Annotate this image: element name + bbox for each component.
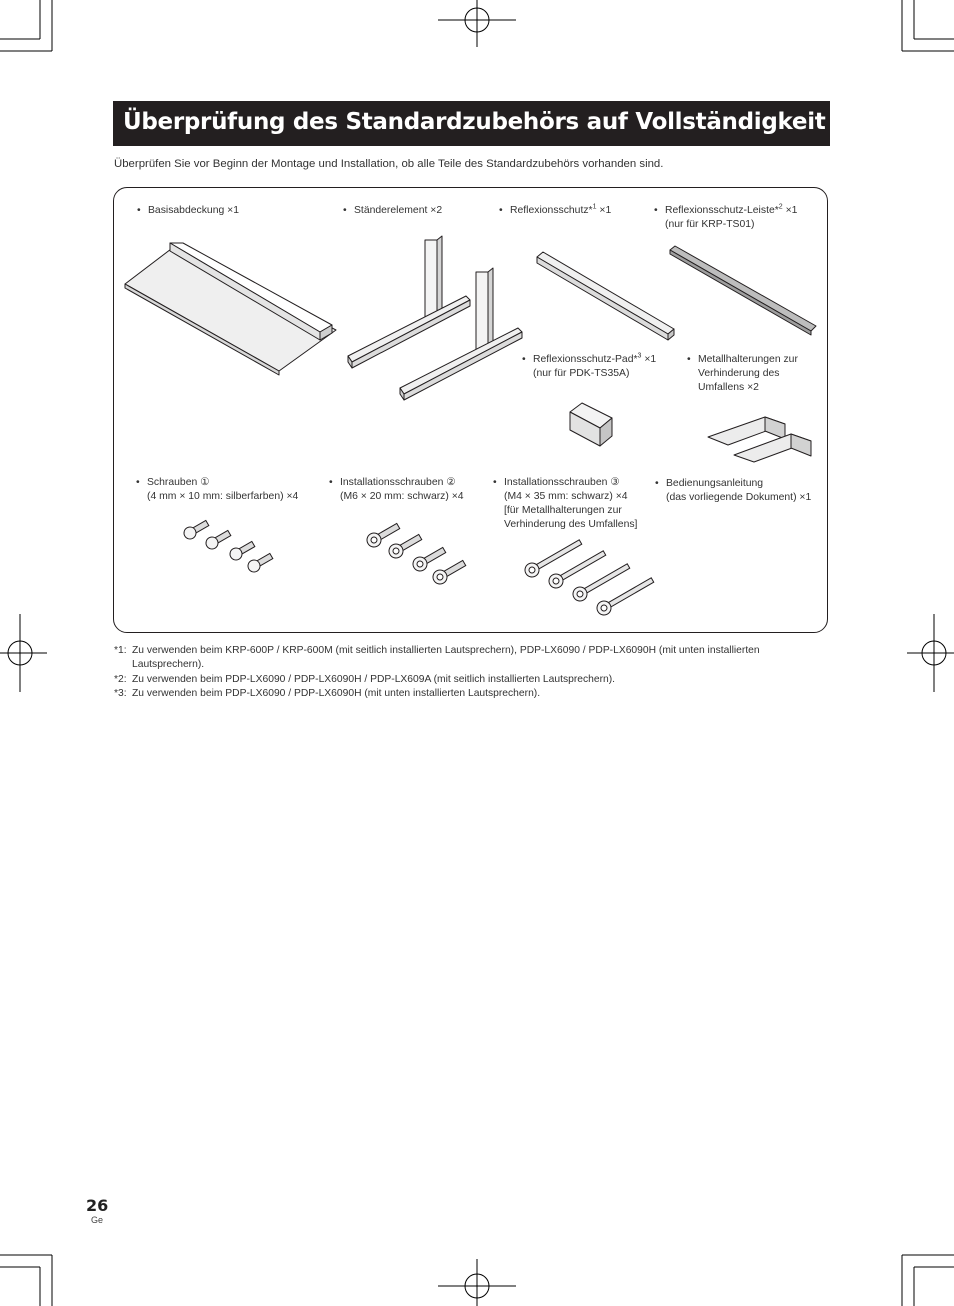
footnote: *3: Zu verwenden beim PDP-LX6090 / PDP-LX6090H (mit unten installierten Lautsprechern).: [114, 687, 541, 699]
item-stand-element: • Ständerelement ×2: [343, 205, 443, 216]
item-screws-1: • Schrauben ① (4 mm × 10 mm: silberfarben) ×4: [136, 477, 299, 502]
reflection-guard-strip-illustration: [670, 246, 816, 335]
base-cover-illustration: [125, 243, 336, 375]
item-reflection-guard-pad: • Reflexionsschutz-Pad*$^3$ ×1 (nur für PDK-TS35A): [522, 352, 657, 379]
metal-bracket-illustration: [708, 417, 811, 462]
reflection-guard-pad-illustration: [570, 403, 612, 446]
footnote: *1: Zu verwenden beim KRP-600P / KRP-600M (mit seitlich installierten Lautsprechern), PDP-LX6090 / PDP-LX6090H (mit unten installierten Lautsprechern).: [114, 645, 760, 671]
item-base-cover: • Basisabdeckung ×1: [137, 205, 239, 216]
screws-1-illustration: [182, 518, 275, 574]
page-number: 26: [86, 1196, 109, 1215]
item-screws-2: • Installationsschrauben ② (M6 × 20 mm: schwarz) ×4: [329, 477, 464, 502]
screws-2-illustration: [364, 520, 467, 587]
footnote: *2: Zu verwenden beim PDP-LX6090 / PDP-LX6090H / PDP-LX609A (mit seitlich installierten Lautsprechern).: [114, 673, 616, 685]
item-operating-instructions: • Bedienungsanleitung (das vorliegende Dokument) ×1: [655, 478, 812, 503]
reflection-guard-illustration: [537, 252, 674, 340]
page-title: Überprüfung des Standardzubehörs auf Vollständigkeit: [123, 109, 826, 135]
stand-element-illustration: [348, 236, 522, 400]
item-reflection-guard: • Reflexionsschutz*$^1$ ×1: [499, 203, 612, 216]
footnotes: [114, 644, 824, 701]
intro-text: Überprüfen Sie vor Beginn der Montage und Installation, ob alle Teile des Standardzubehörs vorhanden sind.: [114, 158, 664, 170]
screws-3-illustration: [522, 536, 656, 618]
item-screws-3: • Installationsschrauben ③ (M4 × 35 mm: schwarz) ×4 [für Metallhalterungen zur Verhinderung des Umfallens]: [493, 477, 638, 530]
item-reflection-guard-strip: • Reflexionsschutz-Leiste*$^2$ ×1 (nur für KRP-TS01): [654, 203, 798, 230]
language-code: Ge: [91, 1215, 104, 1225]
item-metal-brackets: • Metallhalterungen zur Verhinderung des Umfallens ×2: [687, 354, 798, 393]
